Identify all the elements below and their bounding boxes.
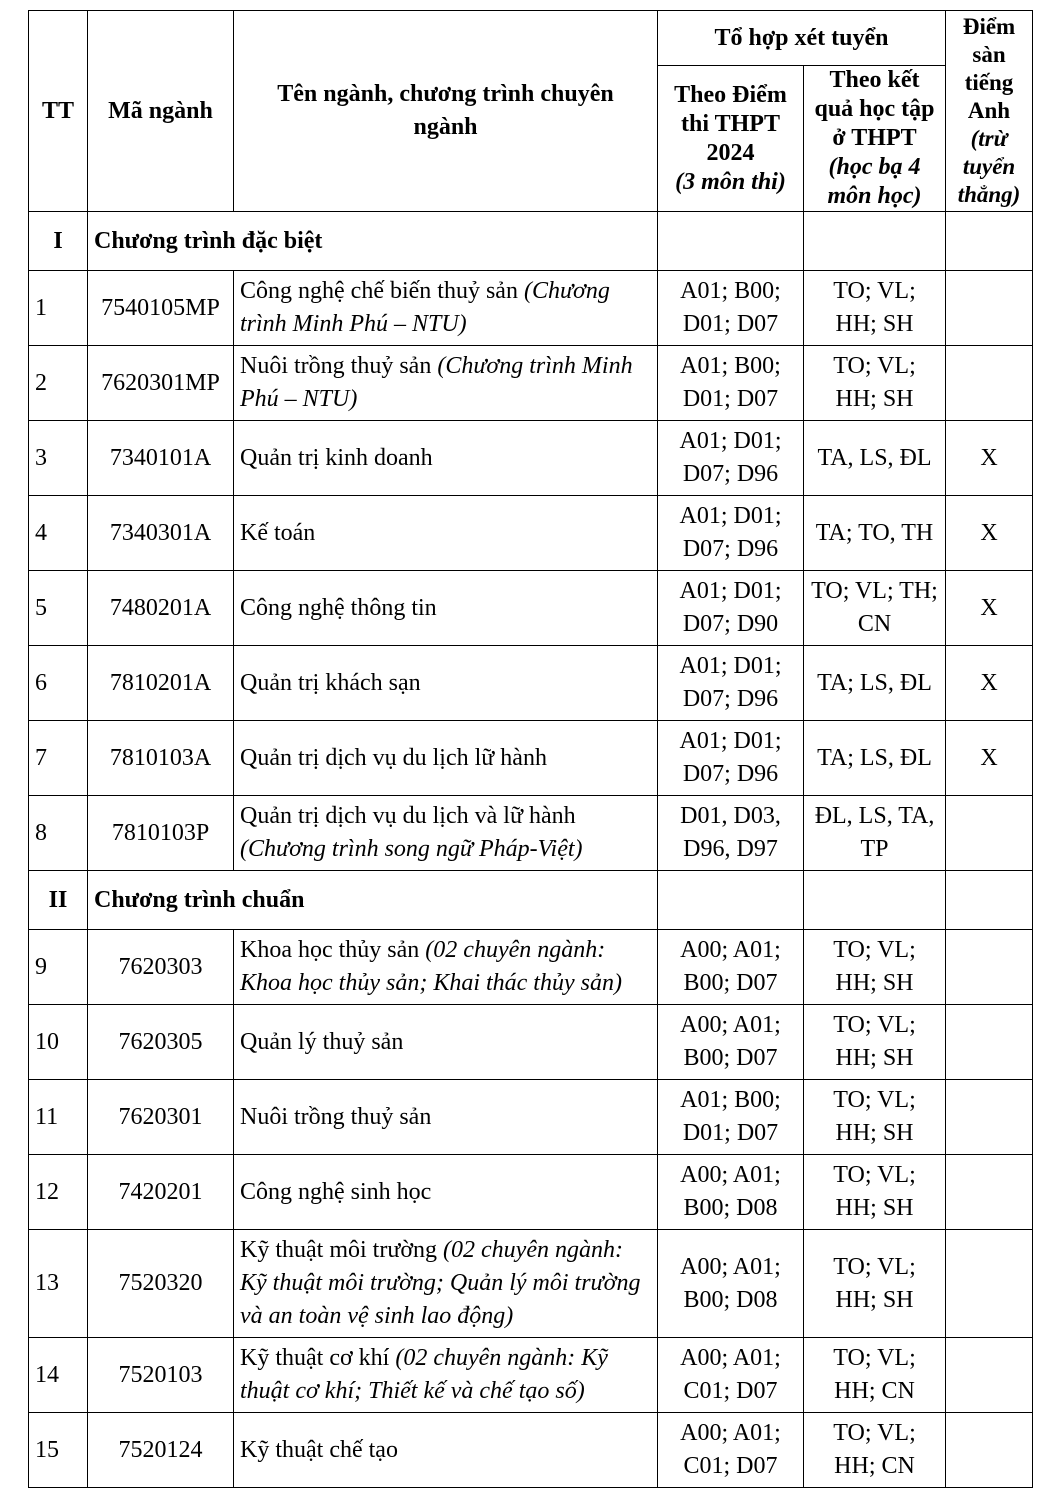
section-empty-record bbox=[804, 212, 946, 271]
program-name-cell bbox=[234, 1005, 658, 1080]
table-row bbox=[29, 1413, 1033, 1488]
header-name: Tên ngành, chương trình chuyên ngành bbox=[234, 11, 658, 212]
record-subjects: TO; VL; HH; CN bbox=[804, 1338, 946, 1413]
exam-combinations: A01; D01; D07; D90 bbox=[658, 571, 804, 646]
english-mark bbox=[946, 1230, 1033, 1338]
program-name: Kỹ thuật cơ khí bbox=[240, 1345, 390, 1371]
table-row bbox=[29, 1338, 1033, 1413]
english-mark: X bbox=[946, 721, 1033, 796]
program-name-cell bbox=[234, 796, 658, 871]
program-code: 7480201A bbox=[88, 571, 234, 646]
header-exam bbox=[658, 66, 804, 212]
program-name: Quản trị kinh doanh bbox=[240, 444, 433, 471]
table-row bbox=[29, 1005, 1033, 1080]
table-row bbox=[29, 346, 1033, 421]
exam-combinations: A01; B00; D01; D07 bbox=[658, 271, 804, 346]
section-title: Chương trình đặc biệt bbox=[88, 212, 658, 271]
header-exam-note: (3 môn thi) bbox=[675, 168, 786, 195]
exam-combinations: A00; A01; C01; D07 bbox=[658, 1413, 804, 1488]
record-subjects: TA; TO, TH bbox=[804, 496, 946, 571]
record-subjects: TO; VL; HH; SH bbox=[804, 930, 946, 1005]
program-name: Công nghệ sinh học bbox=[240, 1178, 432, 1205]
program-name: Nuôi trồng thuỷ sản bbox=[240, 1103, 432, 1130]
header-code: Mã ngành bbox=[88, 11, 234, 212]
program-code: 7520124 bbox=[88, 1413, 234, 1488]
program-name: Kỹ thuật chế tạo bbox=[240, 1436, 398, 1463]
record-subjects: TO; VL; HH; SH bbox=[804, 1005, 946, 1080]
program-code: 7620303 bbox=[88, 930, 234, 1005]
exam-combinations: A00; A01; C01; D07 bbox=[658, 1338, 804, 1413]
program-note: (02 chuyên ngành: Kỹ thuật môi trường; Quản lý môi trường và an toàn vệ sinh lao động) bbox=[240, 1237, 641, 1329]
program-code: 7810103A bbox=[88, 721, 234, 796]
program-name: Quản lý thuỷ sản bbox=[240, 1028, 404, 1055]
record-subjects: TO; VL; HH; CN bbox=[804, 1413, 946, 1488]
row-number: 4 bbox=[29, 496, 88, 571]
record-subjects: TO; VL; HH; SH bbox=[804, 1230, 946, 1338]
english-mark bbox=[946, 796, 1033, 871]
row-number: 5 bbox=[29, 571, 88, 646]
header-exam-label: Theo Điểm thi THPT 2024 bbox=[674, 81, 787, 166]
record-subjects: TO; VL; HH; SH bbox=[804, 1155, 946, 1230]
record-subjects: TO; VL; TH; CN bbox=[804, 571, 946, 646]
exam-combinations: A01; D01; D07; D96 bbox=[658, 421, 804, 496]
english-mark bbox=[946, 271, 1033, 346]
english-mark bbox=[946, 1155, 1033, 1230]
section-empty-exam bbox=[658, 871, 804, 930]
section-empty-english bbox=[946, 212, 1033, 271]
program-name: Khoa học thủy sản bbox=[240, 937, 420, 963]
english-mark: X bbox=[946, 496, 1033, 571]
english-mark: X bbox=[946, 421, 1033, 496]
row-number: 15 bbox=[29, 1413, 88, 1488]
header-english-note: (trừ tuyển thẳng) bbox=[957, 126, 1021, 207]
section-row bbox=[29, 871, 1033, 930]
table-row bbox=[29, 1230, 1033, 1338]
table-row bbox=[29, 496, 1033, 571]
exam-combinations: A00; A01; B00; D07 bbox=[658, 1005, 804, 1080]
program-note: (Chương trình song ngữ Pháp-Việt) bbox=[240, 836, 583, 862]
record-subjects: TA, LS, ĐL bbox=[804, 421, 946, 496]
program-name-cell bbox=[234, 421, 658, 496]
row-number: 11 bbox=[29, 1080, 88, 1155]
program-name: Nuôi trồng thuỷ sản bbox=[240, 353, 432, 379]
record-subjects: ĐL, LS, TA, TP bbox=[804, 796, 946, 871]
program-name: Quản trị khách sạn bbox=[240, 669, 421, 696]
program-code: 7540105MP bbox=[88, 271, 234, 346]
row-number: 6 bbox=[29, 646, 88, 721]
program-name-cell bbox=[234, 930, 658, 1005]
program-name-cell bbox=[234, 646, 658, 721]
english-mark bbox=[946, 1080, 1033, 1155]
table-row bbox=[29, 721, 1033, 796]
record-subjects: TO; VL; HH; SH bbox=[804, 271, 946, 346]
section-empty-record bbox=[804, 871, 946, 930]
program-code: 7420201 bbox=[88, 1155, 234, 1230]
row-number: 9 bbox=[29, 930, 88, 1005]
record-subjects: TO; VL; HH; SH bbox=[804, 1080, 946, 1155]
row-number: 12 bbox=[29, 1155, 88, 1230]
english-mark bbox=[946, 1413, 1033, 1488]
program-note: (Chương trình Minh Phú – NTU) bbox=[240, 278, 610, 337]
program-code: 7620301 bbox=[88, 1080, 234, 1155]
english-mark bbox=[946, 346, 1033, 421]
header-combo-group: Tổ hợp xét tuyển bbox=[658, 11, 946, 66]
row-number: 7 bbox=[29, 721, 88, 796]
table-row bbox=[29, 571, 1033, 646]
section-empty-english bbox=[946, 871, 1033, 930]
section-row bbox=[29, 212, 1033, 271]
table-row bbox=[29, 271, 1033, 346]
section-number: II bbox=[29, 871, 88, 930]
program-code: 7620301MP bbox=[88, 346, 234, 421]
header-record-note: (học bạ 4 môn học) bbox=[827, 154, 922, 209]
section-number: I bbox=[29, 212, 88, 271]
table-row bbox=[29, 421, 1033, 496]
program-name-cell bbox=[234, 346, 658, 421]
header-english-label: Điểm sàn tiếng Anh bbox=[962, 14, 1016, 123]
section-empty-exam bbox=[658, 212, 804, 271]
row-number: 10 bbox=[29, 1005, 88, 1080]
row-number: 13 bbox=[29, 1230, 88, 1338]
program-name-cell bbox=[234, 1338, 658, 1413]
exam-combinations: A01; D01; D07; D96 bbox=[658, 646, 804, 721]
program-name: Kế toán bbox=[240, 519, 316, 546]
record-subjects: TA; LS, ĐL bbox=[804, 646, 946, 721]
program-note: (Chương trình Minh Phú – NTU) bbox=[240, 353, 633, 412]
program-name: Công nghệ thông tin bbox=[240, 594, 437, 621]
row-number: 2 bbox=[29, 346, 88, 421]
program-name-cell bbox=[234, 571, 658, 646]
program-name-cell bbox=[234, 1413, 658, 1488]
english-mark: X bbox=[946, 571, 1033, 646]
english-mark bbox=[946, 1338, 1033, 1413]
program-name-cell bbox=[234, 1155, 658, 1230]
program-name-cell bbox=[234, 496, 658, 571]
program-code: 7340101A bbox=[88, 421, 234, 496]
program-note: (02 chuyên ngành: Khoa học thủy sản; Khai thác thủy sản) bbox=[240, 937, 622, 996]
program-name-cell bbox=[234, 1080, 658, 1155]
table-row bbox=[29, 796, 1033, 871]
exam-combinations: A01; B00; D01; D07 bbox=[658, 1080, 804, 1155]
exam-combinations: A01; D01; D07; D96 bbox=[658, 721, 804, 796]
english-mark bbox=[946, 1005, 1033, 1080]
table-row bbox=[29, 1155, 1033, 1230]
english-mark bbox=[946, 930, 1033, 1005]
program-code: 7520320 bbox=[88, 1230, 234, 1338]
exam-combinations: A00; A01; B00; D08 bbox=[658, 1230, 804, 1338]
exam-combinations: A01; D01; D07; D96 bbox=[658, 496, 804, 571]
record-subjects: TO; VL; HH; SH bbox=[804, 346, 946, 421]
exam-combinations: A00; A01; B00; D07 bbox=[658, 930, 804, 1005]
program-name: Quản trị dịch vụ du lịch lữ hành bbox=[240, 744, 547, 771]
admission-table bbox=[28, 10, 1033, 1488]
program-note: (02 chuyên ngành: Kỹ thuật cơ khí; Thiết kế và chế tạo số) bbox=[240, 1345, 608, 1404]
program-name-cell bbox=[234, 271, 658, 346]
exam-combinations: A00; A01; B00; D08 bbox=[658, 1155, 804, 1230]
row-number: 1 bbox=[29, 271, 88, 346]
exam-combinations: D01, D03, D96, D97 bbox=[658, 796, 804, 871]
table-row bbox=[29, 646, 1033, 721]
table-header bbox=[29, 11, 1033, 212]
exam-combinations: A01; B00; D01; D07 bbox=[658, 346, 804, 421]
english-mark: X bbox=[946, 646, 1033, 721]
table-row bbox=[29, 1080, 1033, 1155]
program-code: 7340301A bbox=[88, 496, 234, 571]
program-name-cell bbox=[234, 1230, 658, 1338]
header-record-label: Theo kết quả học tập ở THPT bbox=[814, 67, 935, 151]
table-row bbox=[29, 930, 1033, 1005]
program-name: Quản trị dịch vụ du lịch và lữ hành bbox=[240, 803, 576, 829]
header-tt: TT bbox=[29, 11, 88, 212]
program-code: 7810201A bbox=[88, 646, 234, 721]
row-number: 8 bbox=[29, 796, 88, 871]
row-number: 14 bbox=[29, 1338, 88, 1413]
row-number: 3 bbox=[29, 421, 88, 496]
header-record bbox=[804, 66, 946, 212]
program-code: 7810103P bbox=[88, 796, 234, 871]
program-name-cell bbox=[234, 721, 658, 796]
header-english bbox=[946, 11, 1033, 212]
program-code: 7520103 bbox=[88, 1338, 234, 1413]
table-body bbox=[29, 212, 1033, 1488]
section-title: Chương trình chuẩn bbox=[88, 871, 658, 930]
record-subjects: TA; LS, ĐL bbox=[804, 721, 946, 796]
program-name: Kỹ thuật môi trường bbox=[240, 1237, 438, 1263]
program-code: 7620305 bbox=[88, 1005, 234, 1080]
program-name: Công nghệ chế biến thuỷ sản bbox=[240, 278, 518, 304]
